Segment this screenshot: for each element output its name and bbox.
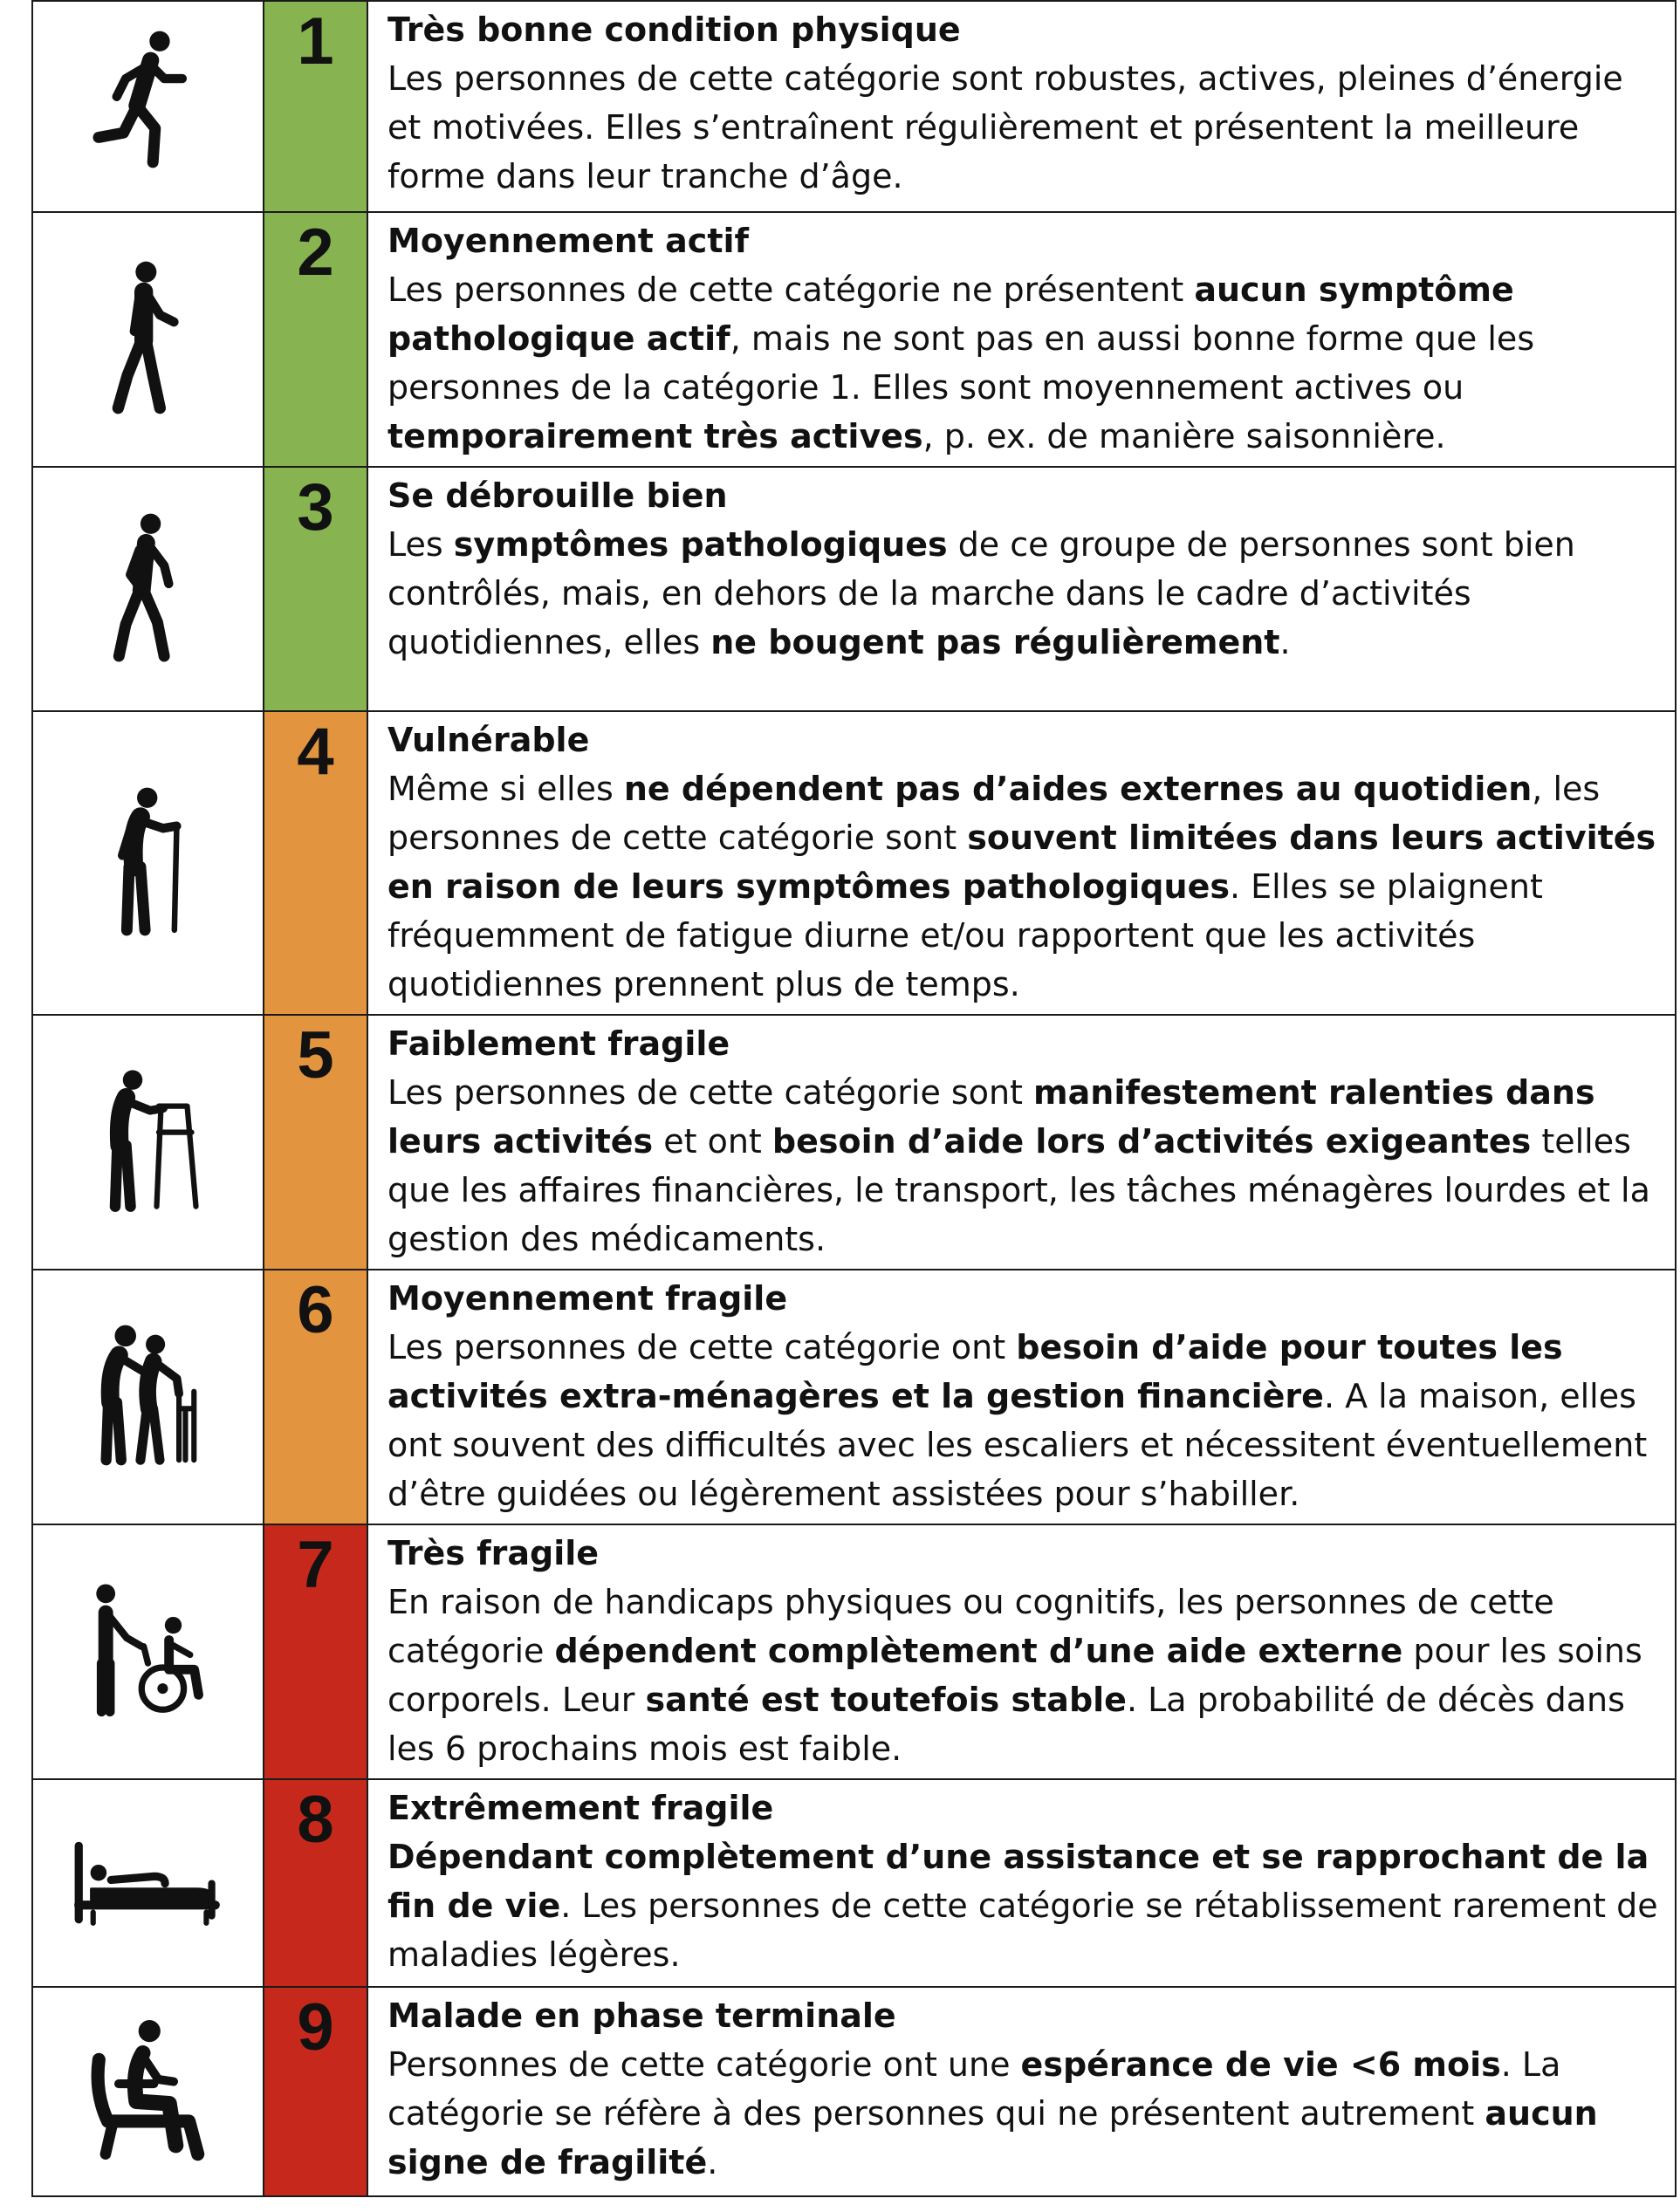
description-emphasis: besoin d’aide pour toutes les activités extra-ménagères et la gestion financière <box>387 1328 1563 1415</box>
category-title: Faiblement fragile <box>387 1024 730 1063</box>
icon-cell <box>32 1524 264 1779</box>
score-number: 3 <box>297 470 334 544</box>
icon-cell <box>32 212 264 467</box>
description-cell <box>367 711 1676 1015</box>
score-number: 1 <box>297 4 334 79</box>
person-in-bed-icon <box>72 1836 224 1928</box>
category-title: Très bonne condition physique <box>387 10 961 49</box>
description-text: pour les soins corporels. Leur <box>387 1632 1642 1719</box>
description-cell <box>367 1779 1676 1987</box>
category-description <box>387 54 1666 201</box>
description-emphasis: espérance de vie <6 mois <box>1020 2045 1501 2084</box>
icon-cell <box>32 467 264 711</box>
score-cell <box>264 1 367 212</box>
description-text: Les personnes de cette catégorie sont <box>387 1073 1034 1112</box>
description-text: . La catégorie se réfère à des personnes qui ne présentent autrement <box>387 2045 1561 2133</box>
category-title: Très fragile <box>387 1534 600 1572</box>
description-emphasis: manifestement ralenties dans leurs activités <box>387 1073 1595 1161</box>
score-number: 8 <box>297 1783 334 1857</box>
description-text: Les personnes de cette catégorie ont <box>387 1328 1017 1366</box>
category-description <box>387 1068 1666 1264</box>
description-text: Les <box>387 525 454 564</box>
description-cell <box>367 1524 1676 1779</box>
assisted-person-icon <box>89 1321 207 1469</box>
description-cell <box>367 1987 1676 2196</box>
category-title: Moyennement fragile <box>387 1279 788 1318</box>
description-text: , mais ne sont pas en aussi bonne forme que les personnes de la catégorie 1. Elles sont moyennement actives ou <box>387 319 1535 407</box>
person-with-walker-icon <box>93 1066 202 1215</box>
category-row-8 <box>32 1779 1676 1987</box>
score-cell <box>264 1524 367 1779</box>
person-with-cane-icon <box>96 785 201 938</box>
description-text: , p. ex. de manière saisonnière. <box>922 417 1446 455</box>
score-cell <box>264 212 367 467</box>
category-description <box>387 1578 1666 1773</box>
description-text: . Les personnes de cette catégorie se rétablissement rarement de maladies légères. <box>387 1887 1658 1974</box>
description-cell <box>367 1015 1676 1270</box>
running-person-icon <box>92 29 205 181</box>
score-cell <box>264 1779 367 1987</box>
description-text: Personnes de cette catégorie ont une <box>387 2045 1021 2084</box>
category-row-4 <box>32 711 1676 1015</box>
description-text: Les personnes de cette catégorie sont robustes, actives, pleines d’énergie et motivées. Elles s’entraînent régulièrement et présentent la meilleure forme dans leur tranche d’âge. <box>387 59 1623 195</box>
description-text: . <box>1279 623 1291 661</box>
category-row-7 <box>32 1524 1676 1779</box>
score-cell <box>264 467 367 711</box>
category-row-6 <box>32 1270 1676 1524</box>
score-number: 6 <box>297 1273 334 1347</box>
description-emphasis: Dépendant complètement d’une assistance et se rapprochant de la fin de vie <box>387 1838 1649 1925</box>
description-emphasis: souvent limitées dans leurs activités en raison de leurs symptômes pathologiques <box>387 818 1656 906</box>
icon-cell <box>32 1987 264 2196</box>
description-text: de ce groupe de personnes sont bien contrôlés, mais, en dehors de la marche dans le cadre d’activités quotidiennes, elles <box>387 525 1575 661</box>
icon-cell <box>32 1779 264 1987</box>
description-emphasis: santé est toutefois stable <box>645 1681 1127 1719</box>
description-text: telles que les affaires financières, le transport, les tâches ménagères lourdes et la gestion des médicaments. <box>387 1122 1650 1258</box>
person-in-armchair-icon <box>87 2016 209 2164</box>
category-title: Malade en phase terminale <box>387 1996 896 2035</box>
description-text: Les personnes de cette catégorie ne présentent <box>387 271 1195 309</box>
walking-person-icon <box>100 259 196 416</box>
description-emphasis: aucun signe de fragilité <box>387 2094 1598 2181</box>
icon-cell <box>32 1270 264 1524</box>
category-description <box>387 2040 1666 2187</box>
icon-cell <box>32 1015 264 1270</box>
description-text: . <box>707 2143 718 2181</box>
description-emphasis: ne dépendent pas d’aides externes au quotidien <box>623 770 1533 808</box>
category-description <box>387 1832 1666 1979</box>
description-cell <box>367 212 1676 467</box>
description-text: En raison de handicaps physiques ou cognitifs, les personnes de cette catégorie <box>387 1583 1554 1670</box>
description-emphasis: symptômes pathologiques <box>453 525 948 564</box>
category-row-5 <box>32 1015 1676 1270</box>
score-number: 7 <box>297 1528 334 1602</box>
score-number: 5 <box>297 1018 334 1092</box>
slow-walking-person-icon <box>100 511 196 664</box>
description-text: et ont <box>653 1122 772 1161</box>
description-emphasis: aucun symptôme pathologique actif <box>387 271 1514 358</box>
description-text: . La probabilité de décès dans les 6 prochains mois est faible. <box>387 1681 1625 1768</box>
category-description <box>387 520 1666 667</box>
description-emphasis: besoin d’aide lors d’activités exigeantes <box>771 1122 1532 1161</box>
description-emphasis: temporairement très actives <box>387 417 923 455</box>
category-title: Vulnérable <box>387 721 590 759</box>
score-cell <box>264 1987 367 2196</box>
description-emphasis: dépendent complètement d’une aide externe <box>554 1632 1403 1670</box>
frailty-scale-table <box>31 0 1677 2197</box>
category-description <box>387 1323 1666 1518</box>
category-title: Se débrouille bien <box>387 476 728 515</box>
wheelchair-with-caregiver-icon <box>85 1576 211 1724</box>
icon-cell <box>32 1 264 212</box>
score-cell <box>264 711 367 1015</box>
score-cell <box>264 1270 367 1524</box>
category-row-1 <box>32 1 1676 212</box>
description-text: . A la maison, elles ont souvent des difficultés avec les escaliers et nécessitent éventuellement d’être guidées ou légèrement assistées pour s’habiller. <box>387 1377 1648 1513</box>
description-text: . Elles se plaignent fréquemment de fatigue diurne et/ou rapportent que les activités quotidiennes prennent plus de temps. <box>387 867 1543 1003</box>
description-text: , les personnes de cette catégorie sont <box>387 770 1601 857</box>
score-cell <box>264 1015 367 1270</box>
category-row-3 <box>32 467 1676 711</box>
category-row-9 <box>32 1987 1676 2196</box>
description-cell <box>367 1270 1676 1524</box>
description-text: Même si elles <box>387 770 624 808</box>
score-number: 2 <box>297 216 334 290</box>
category-description <box>387 265 1666 461</box>
score-number: 4 <box>297 715 334 789</box>
description-cell <box>367 1 1676 212</box>
description-cell <box>367 467 1676 711</box>
score-number: 9 <box>297 1990 334 2065</box>
category-title: Moyennement actif <box>387 222 750 260</box>
category-row-2 <box>32 212 1676 467</box>
icon-cell <box>32 711 264 1015</box>
category-description <box>387 764 1666 1009</box>
category-title: Extrêmement fragile <box>387 1789 774 1827</box>
description-emphasis: ne bougent pas régulièrement <box>710 623 1280 661</box>
